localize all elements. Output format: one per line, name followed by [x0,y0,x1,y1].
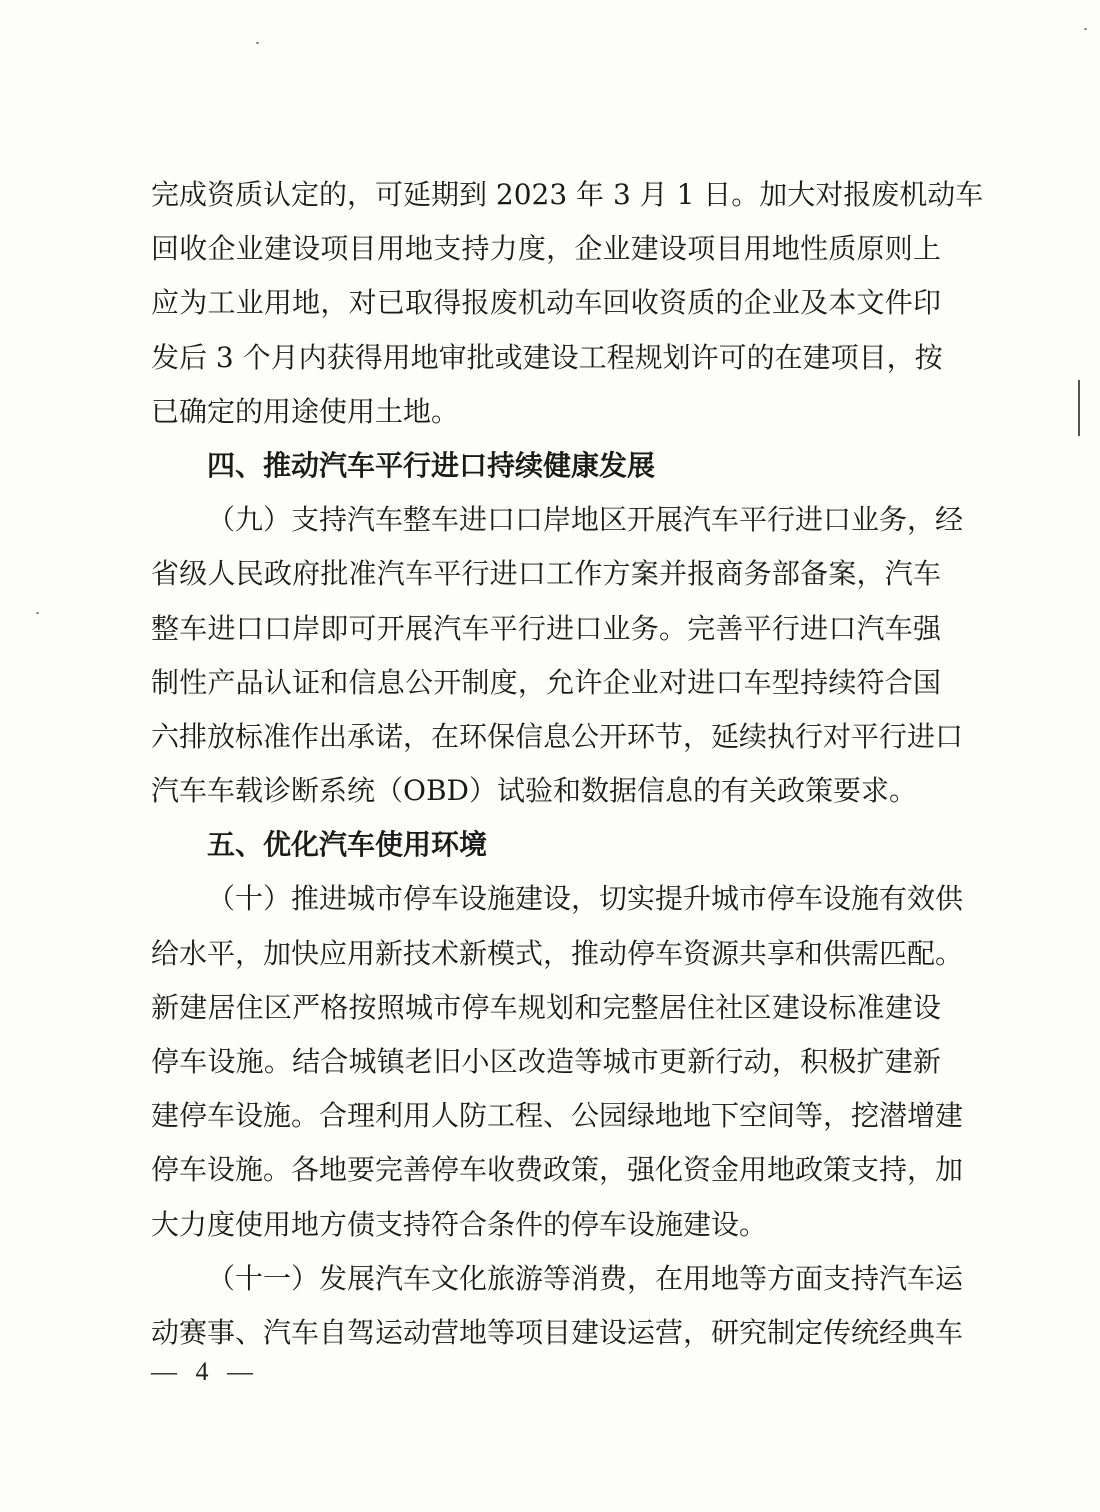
body-line: 回收企业建设项目用地支持力度，企业建设项目用地性质原则上 [151,232,941,266]
document-body [151,168,984,1360]
body-line: 应为工业用地，对已取得报废机动车回收资质的企业及本文件印 [151,286,941,320]
scan-speck [1084,28,1087,30]
section-heading: 四、推动汽车平行进口持续健康发展 [207,448,656,482]
scan-speck [36,612,39,614]
paragraph-first-line: （十一）发展汽车文化旅游等消费，在用地等方面支持汽车运 [207,1261,964,1295]
scan-speck [256,42,259,44]
body-line: 已确定的用途使用土地。 [151,394,460,428]
body-line: 汽车车载诊断系统（OBD）试验和数据信息的有关政策要求。 [151,774,917,808]
body-line: 六排放标准作出承诺，在环保信息公开环节，延续执行对平行进口 [151,719,964,753]
body-line: 完成资质认定的，可延期到 2023 年 3 月 1 日。加大对报废机动车 [151,178,984,211]
paragraph-first-line: （十）推进城市停车设施建设，切实提升城市停车设施有效供 [207,882,964,916]
paragraph-first-line: （九）支持汽车整车进口口岸地区开展汽车平行进口业务，经 [207,503,964,537]
body-line: 新建居住区严格按照城市停车规划和完整居住社区建设标准建设 [151,990,941,1024]
body-line: 动赛事、汽车自驾运动营地等项目建设运营，研究制定传统经典车 [151,1315,964,1349]
body-line: 给水平，加快应用新技术新模式，推动停车资源共享和供需匹配。 [151,936,964,970]
page-number: — 4 — [151,1357,259,1386]
section-heading: 五、优化汽车使用环境 [207,828,488,862]
body-line: 整车进口口岸即可开展汽车平行进口业务。完善平行进口汽车强 [151,611,941,645]
body-line: 建停车设施。合理利用人防工程、公园绿地地下空间等，挖潜增建 [151,1099,964,1133]
body-line: 发后 3 个月内获得用地审批或建设工程规划许可的在建项目，按 [151,340,943,374]
body-line: 制性产品认证和信息公开制度，允许企业对进口车型持续符合国 [151,665,941,699]
scan-edge-mark [1078,380,1080,436]
body-line: 停车设施。结合城镇老旧小区改造等城市更新行动，积极扩建新 [151,1045,941,1078]
body-line: 停车设施。各地要完善停车收费政策，强化资金用地政策支持，加 [151,1153,964,1187]
body-line: 大力度使用地方债支持符合条件的停车设施建设。 [151,1207,768,1241]
body-line: 省级人民政府批准汽车平行进口工作方案并报商务部备案，汽车 [151,557,941,591]
